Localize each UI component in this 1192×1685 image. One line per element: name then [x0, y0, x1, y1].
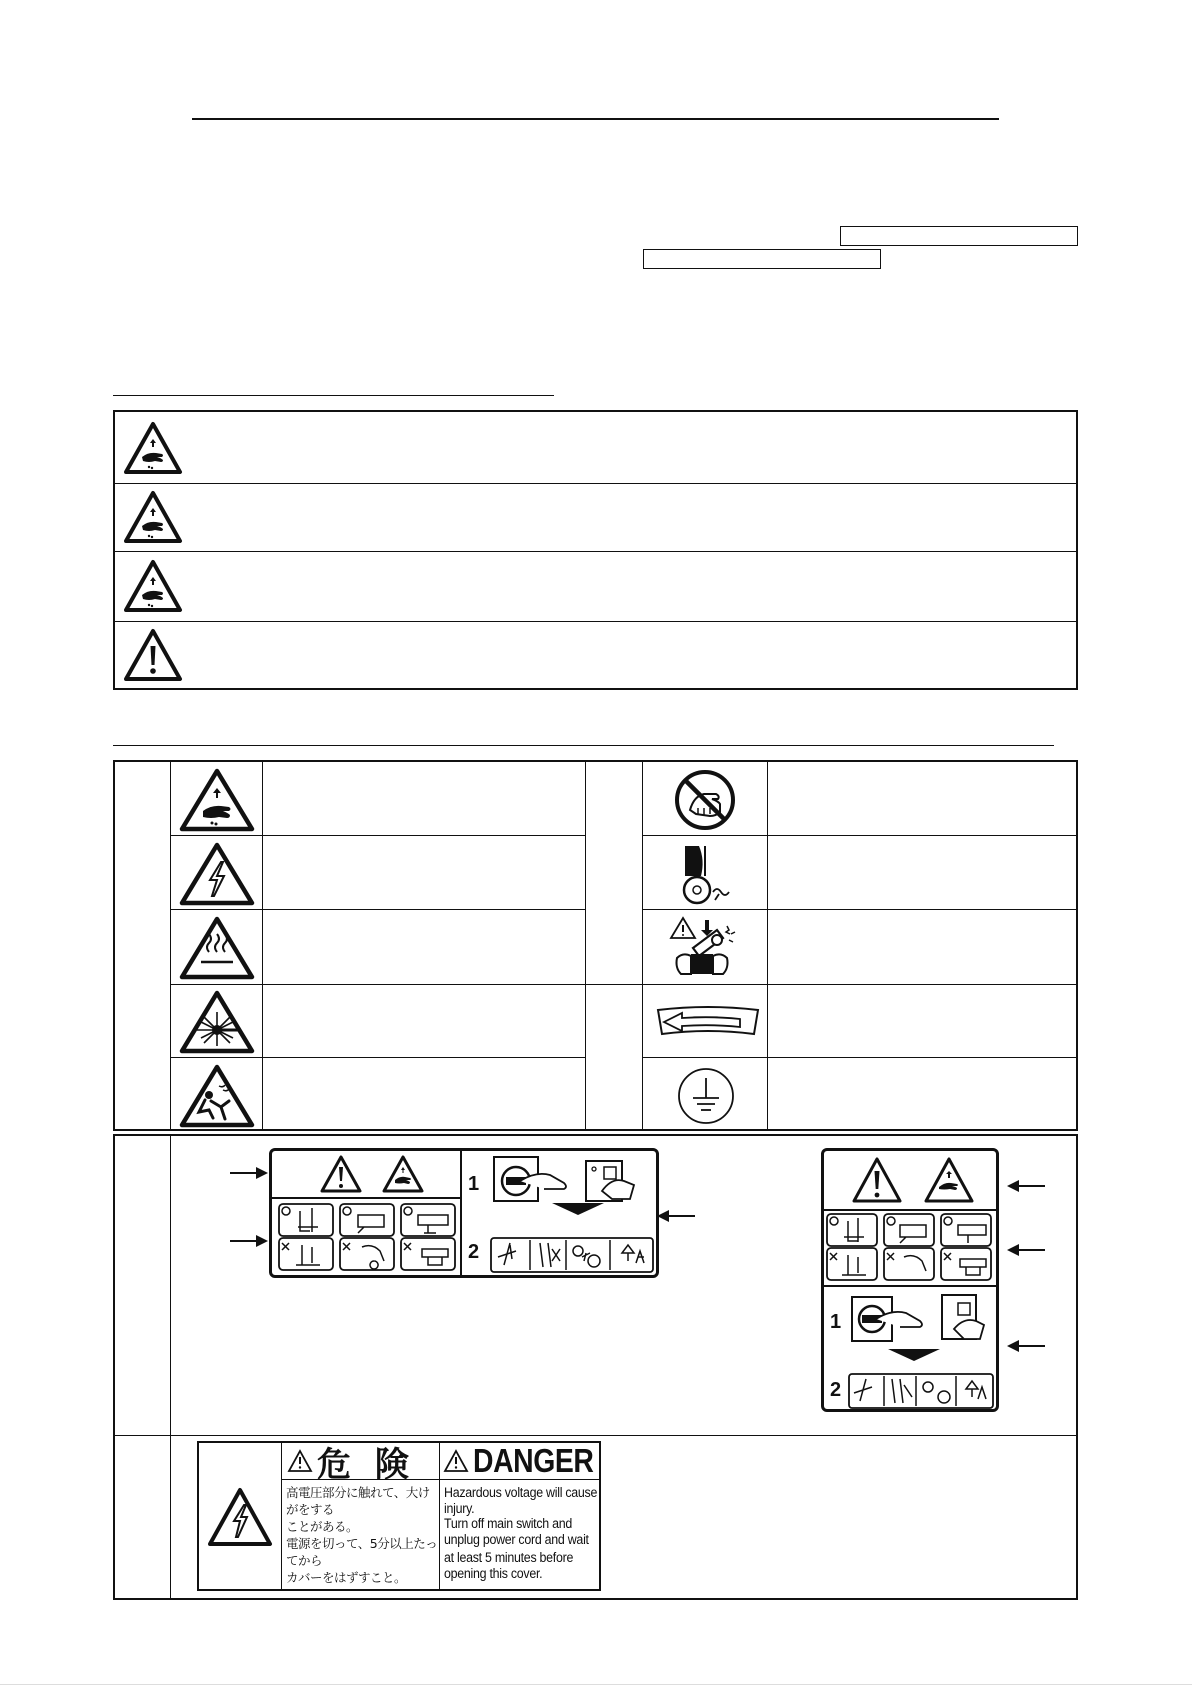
row-divider — [642, 1057, 1076, 1058]
general-caution-icon — [852, 1157, 902, 1203]
warning-triangle-icon — [287, 1449, 313, 1473]
col-divider — [642, 762, 643, 1129]
danger-text-en-line: Turn off main switch and — [444, 1516, 572, 1531]
danger-title-en — [443, 1443, 613, 1479]
step-2-number: 2 — [468, 1241, 480, 1263]
row-divider — [642, 835, 1076, 836]
title-rule — [192, 118, 999, 120]
hand-injury-warning-icon — [123, 559, 183, 613]
do-not-touch-icon — [672, 768, 738, 832]
maintenance-tasks-strip — [490, 1237, 654, 1273]
hand-injury-warning-icon — [123, 490, 183, 544]
pictograph-section-rule — [113, 745, 1054, 746]
row-divider — [115, 1435, 1076, 1436]
danger-text-en-line: Hazardous voltage will cause — [444, 1485, 598, 1500]
pointer-arrow-icon — [230, 1166, 270, 1180]
hand-injury-warning-icon — [382, 1155, 424, 1193]
power-off-illustration — [492, 1155, 652, 1217]
general-caution-icon — [123, 628, 183, 682]
belt-pinch-icon — [669, 916, 745, 980]
row-divider — [170, 909, 586, 910]
row-divider — [170, 1057, 586, 1058]
col-divider — [767, 762, 768, 1129]
warning-triangle-icon — [443, 1449, 469, 1473]
row-divider — [115, 621, 1076, 622]
label-divider — [824, 1209, 996, 1211]
step-1-number: 1 — [830, 1311, 842, 1333]
maintenance-tasks-strip — [848, 1373, 994, 1409]
roller-entanglement-icon — [675, 842, 737, 906]
labels-table — [113, 1134, 1078, 1600]
danger-text-jp-line: カバーをはずすこと。 — [286, 1570, 407, 1585]
label-divider — [460, 1151, 462, 1275]
row-divider — [585, 984, 1076, 985]
pointer-arrow-icon — [1005, 1179, 1045, 1193]
danger-text-en-line: injury. — [444, 1500, 475, 1516]
step-2-number: 2 — [830, 1379, 842, 1401]
col-divider — [170, 762, 171, 1129]
row-divider — [170, 984, 586, 985]
hand-injury-warning-icon — [924, 1157, 974, 1203]
danger-title-en-text: DANGER — [473, 1442, 594, 1479]
danger-text-jp — [286, 1484, 438, 1586]
danger-label — [197, 1441, 601, 1591]
danger-title-jp — [287, 1443, 415, 1485]
pointer-arrow-icon — [230, 1234, 270, 1248]
pictograph-table — [113, 760, 1078, 1131]
pointer-arrow-icon — [1005, 1243, 1045, 1257]
row-divider — [642, 909, 1076, 910]
pointer-arrow-icon — [1005, 1339, 1045, 1353]
intro-blank-box-1 — [840, 226, 1078, 246]
step-1-number: 1 — [468, 1173, 480, 1195]
intro-blank-box-2 — [643, 249, 881, 269]
signal-section-rule — [113, 395, 554, 396]
pointer-arrow-icon — [655, 1209, 695, 1223]
fall-hazard-warning-icon — [179, 1064, 255, 1128]
power-off-illustration — [850, 1291, 990, 1363]
hand-injury-warning-icon — [123, 421, 183, 475]
hot-surface-warning-icon — [179, 916, 255, 980]
label-divider — [272, 1197, 460, 1199]
label-divider — [281, 1443, 282, 1589]
col-divider — [262, 762, 263, 1129]
danger-text-en-line: unplug power cord and wait — [444, 1531, 589, 1547]
row-divider — [115, 483, 1076, 484]
procedure-label-vertical — [821, 1148, 999, 1412]
signal-words-table — [113, 410, 1078, 690]
sewing-guard-thumbnails — [826, 1213, 994, 1281]
danger-text-jp-line: 電源を切って、5分以上たってから — [286, 1536, 438, 1568]
danger-text-jp-line: ことがある。 — [286, 1519, 359, 1534]
laser-warning-icon — [179, 990, 255, 1054]
row-divider — [115, 551, 1076, 552]
label-divider — [439, 1443, 440, 1589]
sewing-guard-thumbnails — [278, 1203, 456, 1271]
label-divider — [824, 1285, 996, 1287]
danger-title-jp-text: 危 険 — [317, 1444, 415, 1485]
col-divider — [170, 1136, 171, 1598]
col-divider — [585, 762, 586, 1129]
rotation-direction-icon — [650, 1002, 765, 1040]
protective-earth-icon — [675, 1066, 737, 1126]
electric-shock-warning-icon — [179, 842, 255, 906]
danger-text-jp-line: 高電圧部分に触れて、大けがをする — [286, 1485, 430, 1517]
electric-shock-warning-icon — [207, 1487, 273, 1547]
procedure-label-horizontal — [269, 1148, 659, 1278]
danger-text-en-line: at least 5 minutes before — [444, 1550, 574, 1565]
danger-text-en-line: opening this cover. — [444, 1565, 543, 1581]
row-divider — [170, 835, 586, 836]
danger-text-en — [444, 1485, 600, 1581]
general-caution-icon — [320, 1155, 362, 1193]
hand-injury-warning-icon — [179, 768, 255, 832]
